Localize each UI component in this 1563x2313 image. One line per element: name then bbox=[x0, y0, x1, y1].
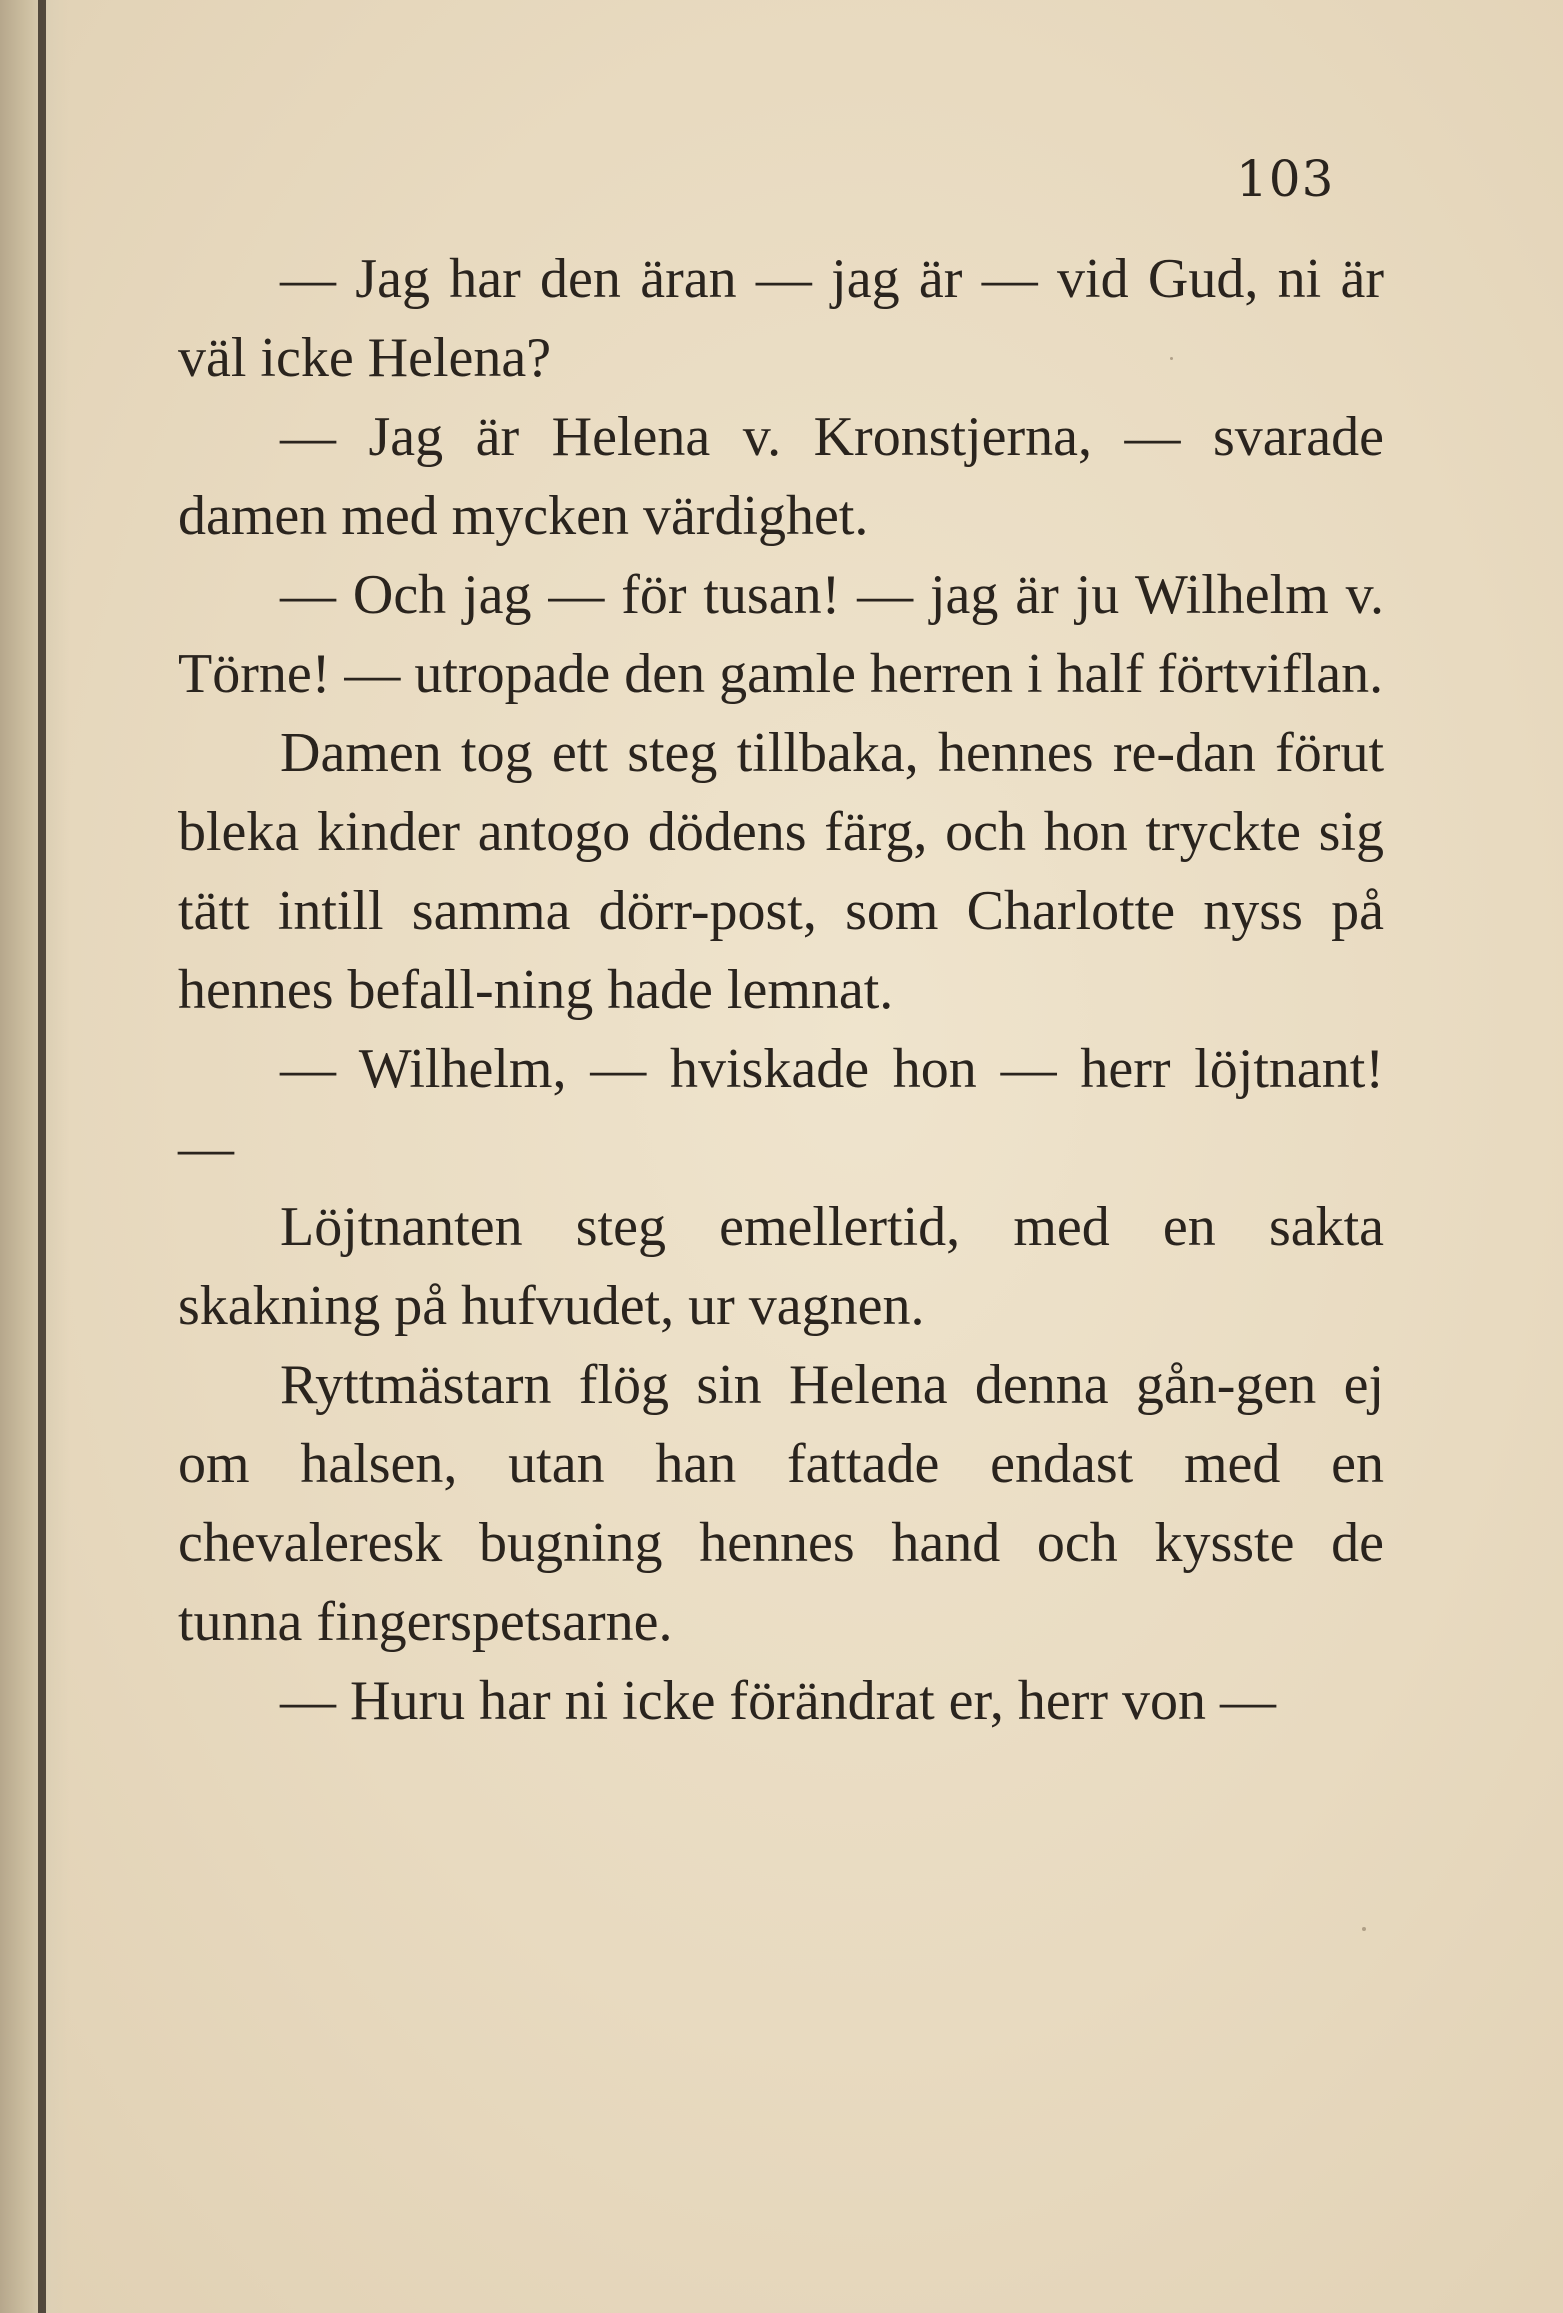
paragraph: — Wilhelm, — hviskade hon — herr löjtnant! — bbox=[178, 1038, 1384, 1179]
paragraph: — Jag är Helena v. Kronstjerna, — svarade damen med mycken värdighet. bbox=[178, 406, 1384, 547]
paper-speck bbox=[1362, 1927, 1366, 1931]
spine-edge bbox=[38, 0, 46, 2313]
spine-shadow bbox=[0, 0, 70, 2313]
paragraph: Ryttmästarn flög sin Helena denna gån-gen ej om halsen, utan han fattade endast med en chevaleresk bugning hennes hand och kysste de tunna fingerspetsarne. bbox=[178, 1354, 1384, 1653]
body-text bbox=[178, 240, 1384, 1741]
paragraph: — Huru har ni icke förändrat er, herr von — bbox=[280, 1670, 1277, 1732]
paper-speck bbox=[1170, 357, 1173, 360]
paragraph: — Jag har den äran — jag är — vid Gud, ni är väl icke Helena? bbox=[178, 248, 1384, 389]
paragraph: Löjtnanten steg emellertid, med en sakta skakning på hufvudet, ur vagnen. bbox=[178, 1196, 1384, 1337]
page-number: 103 bbox=[1236, 150, 1335, 208]
paragraph: — Och jag — för tusan! — jag är ju Wilhelm v. Törne! — utropade den gamle herren i half förtviflan. bbox=[178, 564, 1384, 705]
paragraph: Damen tog ett steg tillbaka, hennes re-dan förut bleka kinder antogo dödens färg, och hon tryckte sig tätt intill samma dörr-post, som Charlotte nyss på hennes befall-ning hade lemnat. bbox=[178, 722, 1384, 1021]
